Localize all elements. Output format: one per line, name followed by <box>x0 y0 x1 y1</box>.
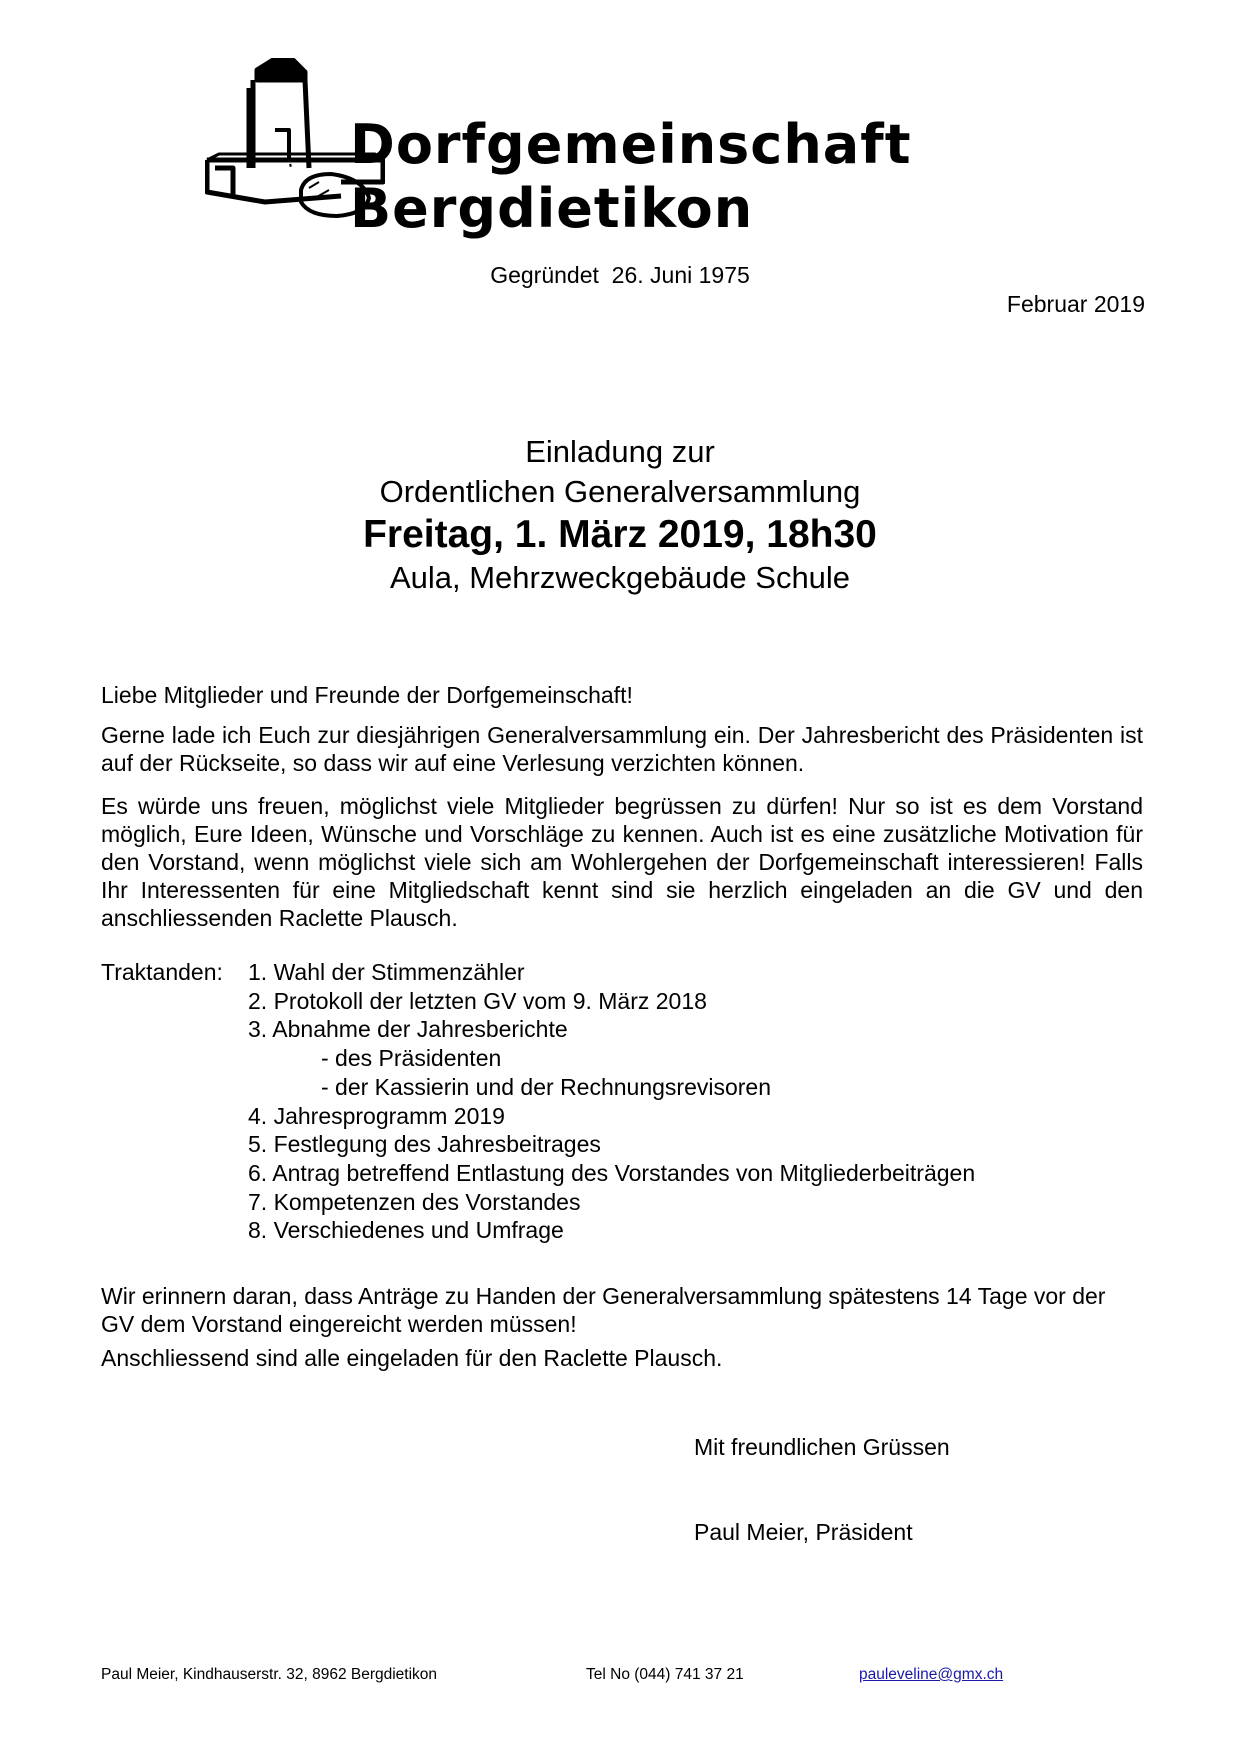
agenda-item: 1. Wahl der Stimmenzähler <box>248 959 525 985</box>
agenda-item: 4. Jahresprogramm 2019 <box>248 1102 505 1129</box>
org-logo <box>205 58 1005 258</box>
invitation-title <box>0 432 1240 598</box>
paragraph-raclette: Anschliessend sind alle eingeladen für den Raclette Plausch. <box>101 1345 723 1371</box>
invitation-line1: Einladung zur <box>525 434 715 469</box>
greeting: Liebe Mitglieder und Freunde der Dorfgemeinschaft! <box>101 682 633 708</box>
meeting-datetime: Freitag, 1. März 2019, 18h30 <box>363 513 877 556</box>
agenda-item: 6. Antrag betreffend Entlastung des Vorstandes von Mitgliederbeiträgen <box>248 1159 976 1186</box>
agenda-item: 2. Protokoll der letzten GV vom 9. März 2018 <box>248 987 707 1014</box>
founded-date: Gegründet 26. Juni 1975 <box>490 262 750 288</box>
agenda-item: 5. Festlegung des Jahresbeitrages <box>248 1131 601 1158</box>
agenda-subitem: - des Präsidenten <box>321 1045 502 1072</box>
org-name-line2: Bergdietikon <box>350 177 754 240</box>
footer-email-link[interactable]: pauleveline@gmx.ch <box>859 1666 1004 1683</box>
invitation-line2: Ordentlichen Generalversammlung <box>379 474 861 509</box>
agenda-item: 8. Verschiedenes und Umfrage <box>248 1217 564 1244</box>
agenda-item: 3. Abnahme der Jahresberichte <box>248 1016 568 1043</box>
agenda-subitem: - der Kassierin und der Rechnungsrevisoren <box>321 1073 772 1100</box>
paragraph-intro: Gerne lade ich Euch zur diesjährigen Generalversammlung ein. Der Jahresbericht des Präsidenten ist auf der Rückseite, so dass wir auf eine Verlesung verzichten können. <box>101 722 1143 776</box>
agenda-list <box>248 958 975 1245</box>
paragraph-motivation: Es würde uns freuen, möglichst viele Mitglieder begrüssen zu dürfen! Nur so ist es dem Vorstand möglich, Eure Ideen, Wünsche und Vorschläge zu kennen. Auch ist es eine zusätzliche Motivation für den Vorstand, wenn möglichst viele sich am Wohlergehen der Dorfgemeinschaft interessieren! Falls Ihr Interessenten für eine Mitgliedschaft kennt sind sie herzlich eingeladen an die GV und den anschliessenden Raclette Plausch. <box>101 793 1143 931</box>
agenda-label: Traktanden: <box>101 959 223 985</box>
footer-phone: Tel No (044) 741 37 21 <box>586 1666 744 1683</box>
org-name-line1: Dorfgemeinschaft <box>350 113 912 176</box>
footer-address: Paul Meier, Kindhauserstr. 32, 8962 Bergdietikon <box>101 1666 438 1683</box>
agenda-item: 7. Kompetenzen des Vorstandes <box>248 1188 581 1215</box>
paragraph-motions-reminder: Wir erinnern daran, dass Anträge zu Handen der Generalversammlung spätestens 14 Tage vor der GV dem Vorstand eingereicht werden müssen! <box>101 1283 1106 1337</box>
closing-salutation: Mit freundlichen Grüssen <box>694 1434 950 1460</box>
signer-name: Paul Meier, Präsident <box>694 1519 913 1545</box>
meeting-location: Aula, Mehrzweckgebäude Schule <box>389 560 851 595</box>
letter-date: Februar 2019 <box>1006 291 1145 317</box>
